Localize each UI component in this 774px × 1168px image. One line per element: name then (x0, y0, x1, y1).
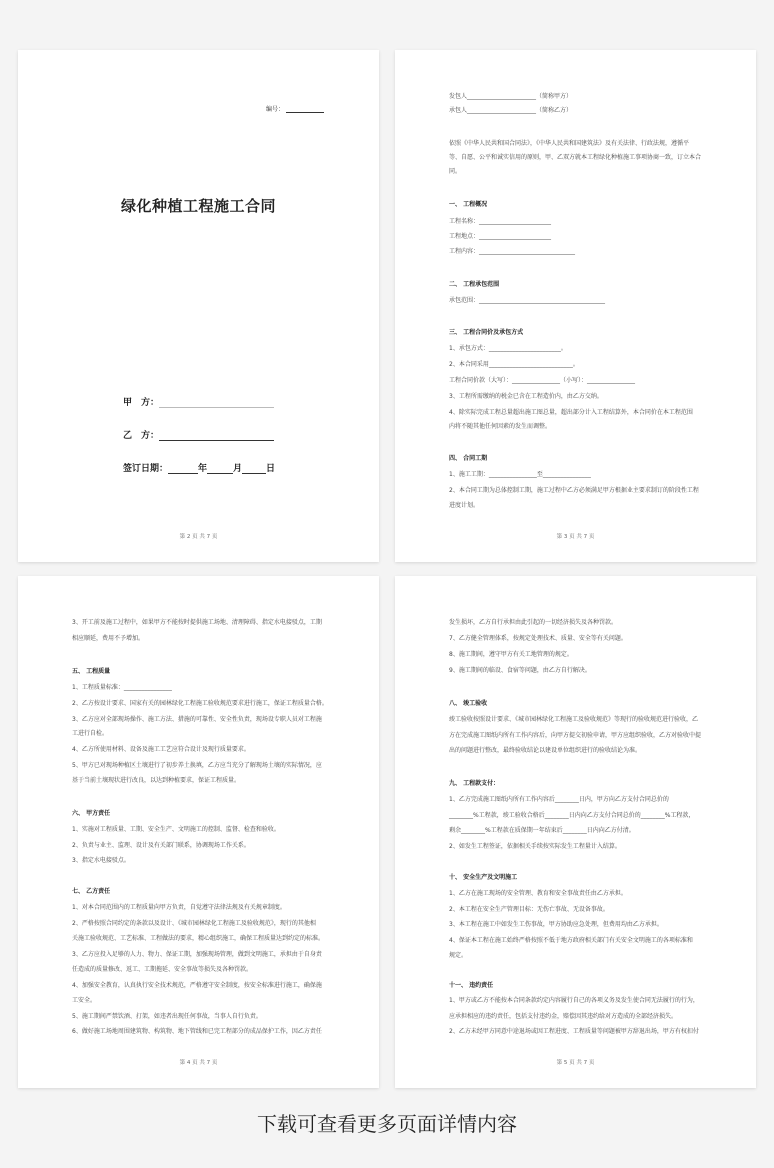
text-line: 1、对本合同范围内的工程质量向甲方负责，自觉遵守法律法规及有关规章制度。 (72, 904, 286, 911)
page-footer: 第 3 页 共 7 页 (556, 534, 595, 540)
text-line: 发生损坏，乙方自行承担由此引起的一切经济损失及各种罚款。 (449, 619, 618, 626)
text-line: 2、负责与业主、监理、设计及有关部门联系，协调现场工作关系。 (72, 842, 250, 849)
text-line: 关施工验收规范、工艺标准、工程做法的要求，精心组织施工，确保工程质量达到约定的标准。 (72, 935, 325, 942)
text-line: 规定。 (449, 952, 468, 959)
contract-number-line (286, 106, 324, 113)
day-label: 日 (266, 464, 276, 474)
text-line: 3、乙方应投入足够的人力、物力、保证工期，加强现场管理，做到文明施工，承担由于自身责 (72, 951, 322, 958)
section-heading: 八、 竣工验收 (449, 700, 488, 707)
text-line: 2、严格按照合同约定的条款以及设计、《城市园林绿化工程施工及验收规范》，现行的其他相 (72, 920, 316, 927)
text-line: 工进行自检。 (72, 730, 109, 737)
text-line: 9、施工期间的临设、食宿等问题，由乙方自行解决。 (449, 667, 591, 674)
day-line (242, 463, 266, 474)
contract-number-label: 编号： (266, 106, 285, 113)
text-line: 2、如发生工程签证，依据相关手续按实际发生工程量计入结算。 (449, 843, 621, 850)
field-label: 2、本合同采用 (449, 361, 489, 368)
text-line: 3、开工前及施工过程中，如果甲方不能按时提供施工场地、清理障碍、指定水电接驳点，工期 (72, 619, 322, 626)
text-line: 4、加强安全教育，认真执行安全技术规范，严格遵守安全制度，按安全标准进行施工，确保施 (72, 982, 322, 989)
text-line: 工程合同价款（大写）：________________（小写）：________________ (449, 377, 636, 384)
section-heading: 九、 工程款支付： (449, 780, 500, 787)
section-heading: 十一、 违约责任 (449, 982, 494, 989)
party-a-line (159, 397, 274, 408)
cover-page (18, 50, 379, 562)
year-line (168, 463, 198, 474)
section-heading: 十、 安全生产及文明施工 (449, 874, 518, 881)
party-b-line (159, 430, 274, 441)
text-line: 4、乙方所使用材料、设备及施工工艺应符合设计及现行质量要求。 (72, 746, 250, 753)
text-line: 2、乙方按设计要求、国家有关的园林绿化工程施工验收规范要求进行施工，保证工程质量合格。 (72, 700, 328, 707)
text-line: 1、承包方式：________________________。 (449, 345, 567, 352)
text-line: 基于当前土壤现状进行改良，以达到种植要求，保证工程质量。 (72, 777, 241, 784)
text-line: 同。 (449, 168, 462, 175)
section-heading: 一、 工程概况 (449, 201, 488, 208)
page-footer: 第 5 页 共 7 页 (556, 1060, 595, 1066)
contract-number (266, 104, 324, 113)
field-label: 工程名称： (449, 218, 480, 225)
text-line: 1、工程质量标准：________________ (72, 684, 172, 691)
text-line: 1、甲方或乙方不能按本合同条款约定内容履行自己的各项义务及发生使合同无法履行的行为， (449, 997, 699, 1004)
party-a-field (123, 395, 274, 408)
sign-date-field (123, 461, 275, 474)
field-label: 承包范围： (449, 297, 480, 304)
section-heading: 六、 甲方责任 (72, 810, 111, 817)
text-line: 1、实施对工程质量、工期、安全生产、文明施工的控制、监督、检查和验收。 (72, 826, 280, 833)
text-line: 1、乙方在施工现场的安全管理、教育和安全事故责任由乙方承担。 (449, 890, 627, 897)
section-heading: 七、 乙方责任 (72, 888, 111, 895)
month-line (207, 463, 233, 474)
field-label: 工程地点： (449, 233, 480, 240)
text-line: 工安全。 (72, 997, 97, 1004)
text-line: 5、施工期间严禁饮酒、打架，如违者出现任何事故，当事人自行负责。 (72, 1013, 262, 1020)
field-label: 1、承包方式： (449, 345, 489, 352)
contract-title: 绿化种植工程施工合同 (120, 197, 276, 215)
text-line: 进度计划。 (449, 502, 480, 509)
text-line: 4、保证本工程在施工始终严格按照不低于地方政府相关部门有关安全文明施工的各项标准和 (449, 937, 693, 944)
page-4 (18, 576, 379, 1088)
text-line: 工程地点：________________________ (449, 233, 552, 240)
text-line: 5、甲方已对现场种植区土壤进行了初步养土换填，乙方应当充分了解现场土壤的实际情况，应 (72, 762, 322, 769)
page-5 (395, 576, 756, 1088)
year-label: 年 (198, 464, 208, 474)
text-line: 承包范围：__________________________________________ (449, 297, 606, 304)
text-line: 3、工程所需缴纳的税金已含在工程造价内，由乙方交纳。 (449, 393, 603, 400)
text-line: 方在完成施工图纸内所有工作内容后，向甲方提交初验申请，甲方应组织验收，乙方对验收中提 (449, 732, 702, 739)
page-3 (395, 50, 756, 562)
text-line: 发包人_______________________（简称甲方） (449, 93, 573, 100)
text-line: 3、指定水电接驳点。 (72, 857, 130, 864)
download-prompt: 下载可查看更多页面详情内容 (257, 1112, 517, 1136)
text-line: 任造成的质量修改、返工、工期拖延、安全事故等损失及各种罚款。 (72, 966, 253, 973)
text-line: 3、本工程在施工中如发生工伤事故，甲方协助应急处理，但费用均由乙方承担。 (449, 921, 663, 928)
text-line: 依照《中华人民共和国合同法》，《中华人民共和国建筑法》及有关法律、行政法规，遵循平 (449, 140, 690, 147)
text-line: 相应顺延，费用不予增加。 (72, 635, 145, 642)
text-line: 6、做好施工场地周围建筑物、构筑物、地下管线和已完工程部分的成品保护工作，因乙方责任 (72, 1028, 322, 1035)
text-line: 内将不随其他任何因素的发生而调整。 (449, 423, 552, 430)
text-line: 工程名称：________________________ (449, 218, 552, 225)
text-line: 2、本合同工期为总体控制工期，施工过程中乙方必须满足甲方根据业主要求制订的阶段性工程 (449, 487, 699, 494)
text-line: 7、乙方健全管理体系，按规定处理技术、质量、安全等有关问题。 (449, 635, 627, 642)
party-a-label: 甲 方： (123, 398, 160, 408)
month-label: 月 (233, 464, 243, 474)
text-line: 2、乙方未经甲方同意中途退场或因工程进度、工程质量等问题被甲方辞退出场，甲方有权扣付 (449, 1028, 699, 1035)
page-footer: 第 2 页 共 7 页 (179, 534, 218, 540)
section-heading: 三、 工程合同价及承包方式 (449, 329, 524, 336)
text-line: 出的问题进行整改，最终验收结论以建设单位组织进行的验收结论为准。 (449, 747, 642, 754)
section-heading: 四、 合同工期 (449, 455, 488, 462)
text-line: 1、乙方完成施工图纸内所有工作内容后________日内，甲方向乙方支付合同总价的 (449, 796, 669, 803)
text-line: 竣工验收按照设计要求、《城市园林绿化工程施工及验收规范》等现行的验收规范进行验收，乙 (449, 716, 699, 723)
text-line: ________%工程款，竣工验收合格后________日内向乙方支付合同总价的________%工程款， (449, 812, 695, 819)
text-line: 4、除实际完成工程总量超出施工图总量，超出部分计入工程结算外，本合同价在本工程范围 (449, 409, 693, 416)
sign-date-label: 签订日期： (123, 464, 169, 474)
text-line: 剩余________%工程款在质保期一年结束后________日内向乙方付清。 (449, 827, 635, 834)
section-heading: 二、 工程承包范围 (449, 281, 500, 288)
text-line: 1、施工工期：________________至________________ (449, 471, 591, 478)
party-b-field (123, 428, 274, 441)
party-b-label: 乙 方： (123, 431, 160, 441)
text-line: 工程内容：________________________________ (449, 248, 576, 255)
text-line: 3、乙方应对全部现场操作、施工方法、措施的可靠性、安全性负责，现场设专职人员对工程施 (72, 716, 322, 723)
text-line: 应承担相应的违约责任，包括支付违约金，赔偿因其违约给对方造成的全部经济损失。 (449, 1013, 678, 1020)
text-line: 2、本工程在安全生产管理目标：无伤亡事故、无设备事故。 (449, 906, 609, 913)
page-footer: 第 4 页 共 7 页 (179, 1060, 218, 1066)
text-line: 等、自愿、公平和诚实信用的原则，甲、乙双方就本工程绿化种植施工事项协商一致，订立本合 (449, 154, 702, 161)
text-line: 承包人_______________________（简称乙方） (449, 107, 573, 114)
section-heading: 五、 工程质量 (72, 668, 111, 675)
text-line: 2、本合同采用____________________________。 (449, 361, 579, 368)
field-label: 工程内容： (449, 248, 480, 255)
text-line: 8、施工期间，遵守甲方有关工地管理的规定。 (449, 651, 573, 658)
